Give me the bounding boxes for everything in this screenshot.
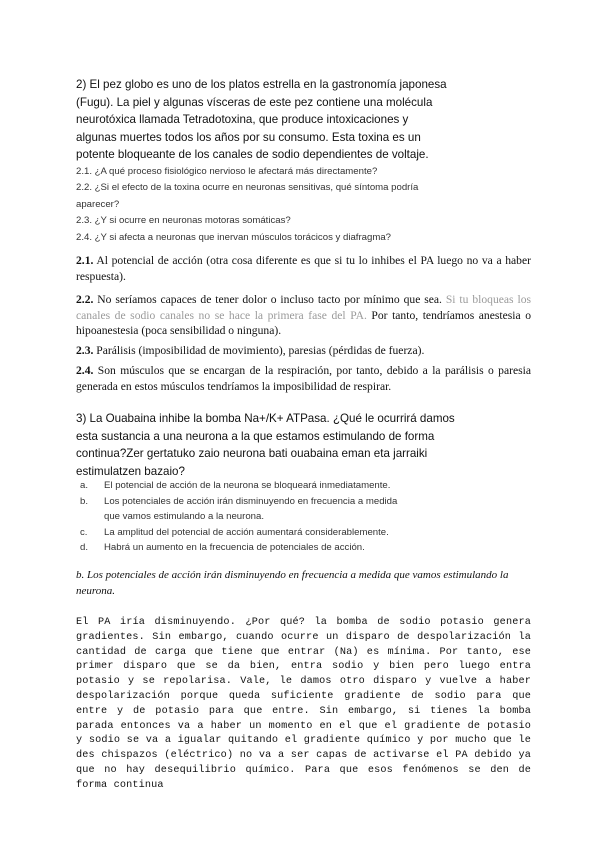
q2-line: 2) El pez globo es uno de los platos estrella en la gastronomía japonesa	[76, 78, 447, 91]
answer-2-3	[76, 343, 531, 359]
question-3-statement	[76, 410, 531, 480]
option-b: b. Los potenciales de acción irán disminuyendo en frecuencia a medida	[80, 495, 398, 507]
answer-2-3-text: Parálisis (imposibilidad de movimiento), paresias (pérdidas de fuerza).	[93, 344, 425, 357]
q2-line: potente bloqueante de los canales de sodio dependientes de voltaje.	[76, 148, 429, 162]
option-b-cont: que vamos estimulando a la neurona.	[104, 511, 264, 523]
answer-2-2-text: No seríamos capaces de tener dolor o incluso tacto por mínimo que sea.	[93, 293, 446, 306]
subquestion-2-2: 2.2. ¿Si el efecto de la toxina ocurre en neuronas sensitivas, qué síntoma podría	[76, 182, 419, 194]
subquestion-2-2-cont: aparecer?	[76, 198, 120, 210]
q3-line: estimulatzen bazaio?	[76, 464, 185, 478]
question-3-options	[76, 478, 531, 556]
answer-2-1	[76, 253, 531, 284]
question-2-statement	[76, 76, 531, 164]
answer-2-3-number: 2.3.	[76, 344, 94, 357]
answer-2-2-grey-note: Si tu bloqueas los canales de sodio canales no se hace la primera fase del PA.	[76, 293, 532, 322]
answer-2-2-number: 2.2.	[76, 293, 94, 306]
q2-line: (Fugu). La piel y algunas vísceras de este pez contiene una molécula	[76, 95, 433, 109]
subquestion-2-1: 2.1. ¿A qué proceso fisiológico nervioso le afectará más directamente?	[76, 166, 378, 177]
answer-3-selected: b. Los potenciales de acción irán disminuyendo en frecuencia a medida que vamos estimulando la neurona.	[76, 569, 509, 597]
explanation-paragraph: El PA iría disminuyendo. ¿Por qué? la bomba de sodio potasio genera gradientes. Sin embargo, cuando ocurre un disparo de despolarización la cantidad de carga que tiene que entrar (Na) es mínima. Por tanto, ese primer disparo que se da bien, entra sodio y bien pero luego entra potasio y se repolarisa. Vale, le damos otro disparo y vuelve a haber despolarización porque queda suficiente gradiente de sodio para que entre y de potasio para que entre. Sin embargo, si tienes la bomba parada entonces va a haber un momento en el que el gradiente de potasio y sodio se va a igualar quitando el gradiente químico y por mucho que le des chispazos (eléctrico) no va a ser capas de activarse el PA debido ya que no hay desequilibrio químico. Para que esos fenómenos se den de forma continua	[76, 617, 531, 791]
subquestion-2-4: 2.4. ¿Y si afecta a neuronas que inervan músculos torácicos y diafragma?	[76, 231, 391, 243]
q2-line: algunas muertes todos los años por su consumo. Esta toxina es un	[76, 130, 421, 144]
answer-2-4-text: Son músculos que se encargan de la respiración, por tanto, debido a la parálisis o paresia generada en estos músculos tendríamos la imposibilidad de respirar.	[76, 364, 531, 393]
answer-2-4	[76, 363, 531, 394]
option-a: a. El potencial de acción de la neurona se bloqueará inmediatamente.	[80, 480, 391, 491]
q2-line: neurotóxica llamada Tetradotoxina, que produce intoxicaciones y	[76, 113, 409, 127]
q3-line: continua?Zer gertatuko zaio neurona bati ouabaina eman eta jarraiki	[76, 447, 428, 461]
option-c: c. La amplitud del potencial de acción aumentará considerablemente.	[80, 526, 389, 538]
answer-2-4-number: 2.4.	[76, 364, 94, 377]
subquestion-2-3: 2.3. ¿Y si ocurre en neuronas motoras somáticas?	[76, 215, 291, 227]
question-2-subquestions	[76, 164, 531, 246]
answer-2-2	[76, 292, 531, 339]
answer-2-1-number: 2.1.	[76, 254, 94, 267]
answer-2-2-text-end: Por tanto, tendríamos anestesia o hipoanestesia (poca sensibilidad o ninguna).	[76, 308, 531, 338]
q3-line: 3) La Ouabaina inhibe la bomba Na+/K+ ATPasa. ¿Qué le ocurrirá damos	[76, 412, 455, 425]
answer-2-1-text: Al potencial de acción (otra cosa diferente es que si tu lo inhibes el PA luego no va a haber respuesta).	[76, 254, 531, 283]
q3-line: esta sustancia a una neurona a la que estamos estimulando de forma	[76, 429, 435, 443]
option-d: d. Habrá un aumento en la frecuencia de potenciales de acción.	[80, 542, 365, 554]
